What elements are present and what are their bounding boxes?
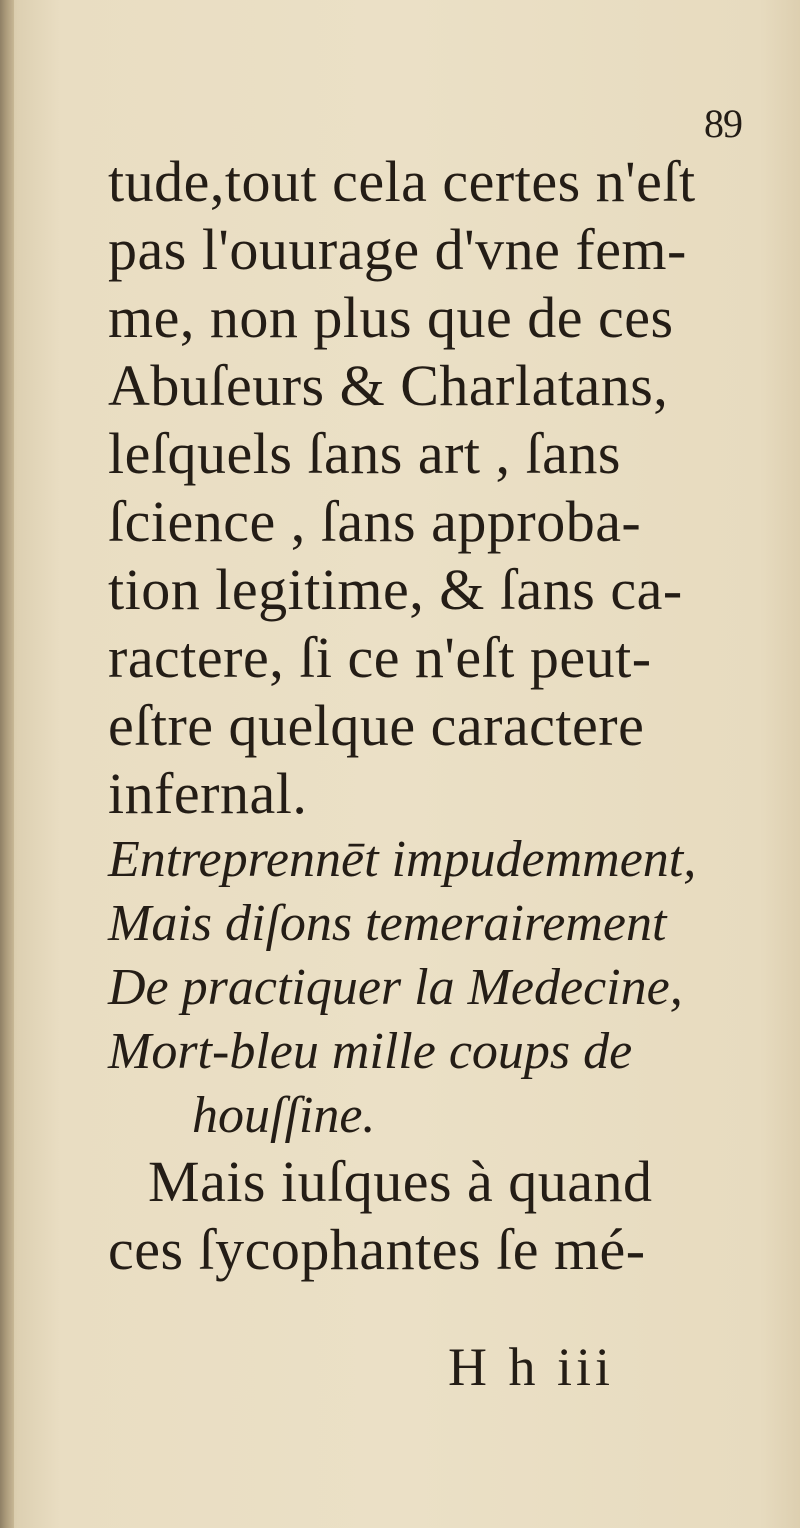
text-line: infernal.: [108, 761, 308, 826]
text-line: tion legitime, & ſans ca-: [108, 557, 683, 622]
text-line: leſquels ſans art , ſans: [108, 421, 621, 486]
verse-line: houſſine.: [192, 1087, 376, 1144]
signature-mark: H h iii: [448, 1337, 615, 1397]
book-binding-edge: [0, 0, 14, 1528]
verse-line: Mais diſons temerairement: [108, 895, 667, 952]
verse-line: Entreprennēt impudemment,: [108, 831, 697, 888]
text-line: ces ſycophantes ſe mé-: [108, 1217, 646, 1282]
verse-line: De practiquer la Medecine,: [108, 959, 683, 1016]
verse-line: Mort-bleu mille coups de: [108, 1023, 633, 1080]
text-line: eſtre quelque caractere: [108, 693, 645, 758]
text-line: ractere, ſi ce n'eſt peut-: [108, 625, 652, 690]
text-line: ſcience , ſans approba-: [108, 489, 642, 554]
text-line: tude,tout cela certes n'eſt: [108, 149, 696, 214]
text-line: me, non plus que de ces: [108, 285, 674, 350]
text-line: Abuſeurs & Charlatans,: [108, 353, 669, 418]
page-text: [108, 148, 768, 1284]
text-line: pas l'ouurage d'vne fem-: [108, 217, 687, 282]
page-number: 89: [704, 101, 742, 146]
text-line: Mais iuſques à quand: [148, 1149, 653, 1214]
